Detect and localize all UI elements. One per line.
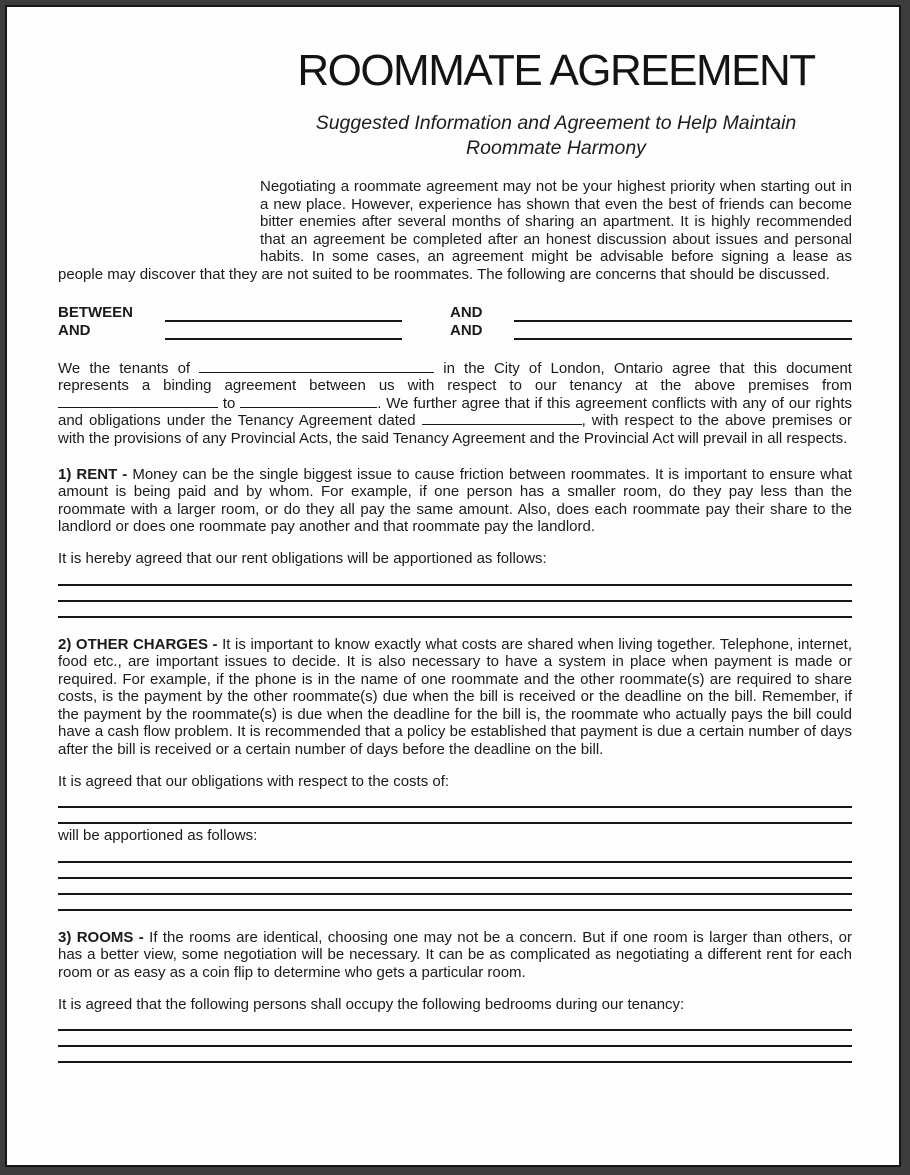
section-1-body <box>58 466 852 536</box>
subtitle-line-2: Roommate Harmony <box>466 137 646 159</box>
party-row-1 <box>58 304 852 322</box>
write-line[interactable] <box>58 1031 852 1047</box>
party-row-2 <box>58 322 852 340</box>
tenancy-text-3: to <box>222 394 236 412</box>
tenancy-agreement-date-blank[interactable] <box>422 413 582 425</box>
write-line[interactable] <box>58 792 852 808</box>
section-2-write-lines-a <box>58 792 852 824</box>
party-name-blank-3[interactable] <box>165 325 402 340</box>
party-name-blank-1[interactable] <box>165 307 402 322</box>
write-line[interactable] <box>58 863 852 879</box>
party-label-between: BETWEEN <box>58 303 133 321</box>
page-title: ROOMMATE AGREEMENT <box>297 46 815 95</box>
write-line[interactable] <box>58 602 852 618</box>
write-line[interactable] <box>58 847 852 863</box>
tenancy-paragraph <box>58 360 852 448</box>
roommate-agreement-page <box>5 5 901 1167</box>
write-line[interactable] <box>58 895 852 911</box>
header-indent-spacer <box>58 46 260 258</box>
write-line[interactable] <box>58 586 852 602</box>
party-name-blank-2[interactable] <box>514 307 852 322</box>
tenancy-text-1: We the tenants of <box>58 359 191 377</box>
document-header <box>58 46 852 284</box>
section-2-heading: 2) OTHER CHARGES - <box>58 635 218 653</box>
party-label-and-3: AND <box>450 321 483 339</box>
premises-address-blank[interactable] <box>199 361 434 373</box>
section-3-heading: 3) ROOMS - <box>58 928 144 946</box>
tenancy-end-date-blank[interactable] <box>240 396 377 408</box>
section-3-text: If the rooms are identical, choosing one may not be a concern. But if one room is larger than others, or has a better view, some negotiation will be necessary. It can be as complicated as negotiating a different rent for each room or as easy as a coin flip to determine who gets a particular room. <box>58 928 853 982</box>
tenancy-text-2: in the City of London, Ontario agree that this document represents a binding agreement between us with respect to our tenancy at the above premises from <box>58 359 852 395</box>
section-1-write-lines <box>58 570 852 618</box>
party-name-blank-4[interactable] <box>514 325 852 340</box>
section-3-write-lines <box>58 1015 852 1063</box>
section-2-agreement-intro: It is agreed that our obligations with respect to the costs of: <box>58 772 450 790</box>
section-2-text: It is important to know exactly what costs are shared when living together. Telephone, internet, food etc., are important issues to decide. It is also necessary to have a system in place when payment is made or required. For example, if the phone is in the name of one roommate and the other roommate(s) are required to share costs, is the payment by the other roommate(s) due when the bill is received or the deadline on the bill. Remember, if the payment by the roommate(s) is due when the deadline for the bill is, the roommate who actually pays the bill could have a cash flow problem. It is recommended that a policy be established that payment is due a certain number of days after the bill is received or a certain number of days before the deadline on the bill. <box>58 635 853 759</box>
write-line[interactable] <box>58 879 852 895</box>
section-1-rent <box>58 466 852 618</box>
tenancy-text-4: . We further agree that if this agreement conflicts with any of our rights and obligations under the Tenancy Agreement dated <box>58 394 852 430</box>
section-1-heading: 1) RENT - <box>58 465 128 483</box>
tenancy-start-date-blank[interactable] <box>58 396 218 408</box>
section-2-body <box>58 636 852 759</box>
section-1-agreement-intro: It is hereby agreed that our rent obligations will be apportioned as follows: <box>58 549 547 567</box>
tenancy-text-5: , with respect to the above premises or with the provisions of any Provincial Acts, the said Tenancy Agreement and the Provincial Act will prevail in all respects. <box>58 412 853 447</box>
write-line[interactable] <box>58 570 852 586</box>
party-label-and-1: AND <box>450 303 483 321</box>
section-3-agreement-intro: It is agreed that the following persons shall occupy the following bedrooms during our tenancy: <box>58 995 685 1013</box>
intro-paragraph: Negotiating a roommate agreement may not be your highest priority when starting out in a new place. However, experience has shown that even the best of friends can become bitter enemies after several months of sharing an apartment. It is highly recommended that an agreement be completed after an honest discussion about issues and personal habits. In some cases, an agreement might be advisable before signing a lease as people may discover that they are not suited to be roommates. The following are concerns that should be discussed. <box>58 178 852 283</box>
parties-block <box>58 304 852 340</box>
section-2-write-lines-b <box>58 847 852 911</box>
section-2-agreement-cont: will be apportioned as follows: <box>58 827 258 845</box>
section-3-rooms <box>58 929 852 1063</box>
write-line[interactable] <box>58 808 852 824</box>
section-1-text: Money can be the single biggest issue to cause friction between roommates. It is important to ensure what amount is being paid and by whom. For example, if one person has a smaller room, do they pay less than the roommate with a larger room, or do they all pay the same amount. Also, does each roommate pay their share to the landlord or does one roommate pay another and that roommate pay the landlord. <box>58 465 852 536</box>
party-label-and-2: AND <box>58 321 91 339</box>
write-line[interactable] <box>58 1047 852 1063</box>
section-2-other-charges <box>58 636 852 911</box>
section-3-body <box>58 929 852 982</box>
write-line[interactable] <box>58 1015 852 1031</box>
subtitle-line-1: Suggested Information and Agreement to Help Maintain <box>315 112 797 134</box>
